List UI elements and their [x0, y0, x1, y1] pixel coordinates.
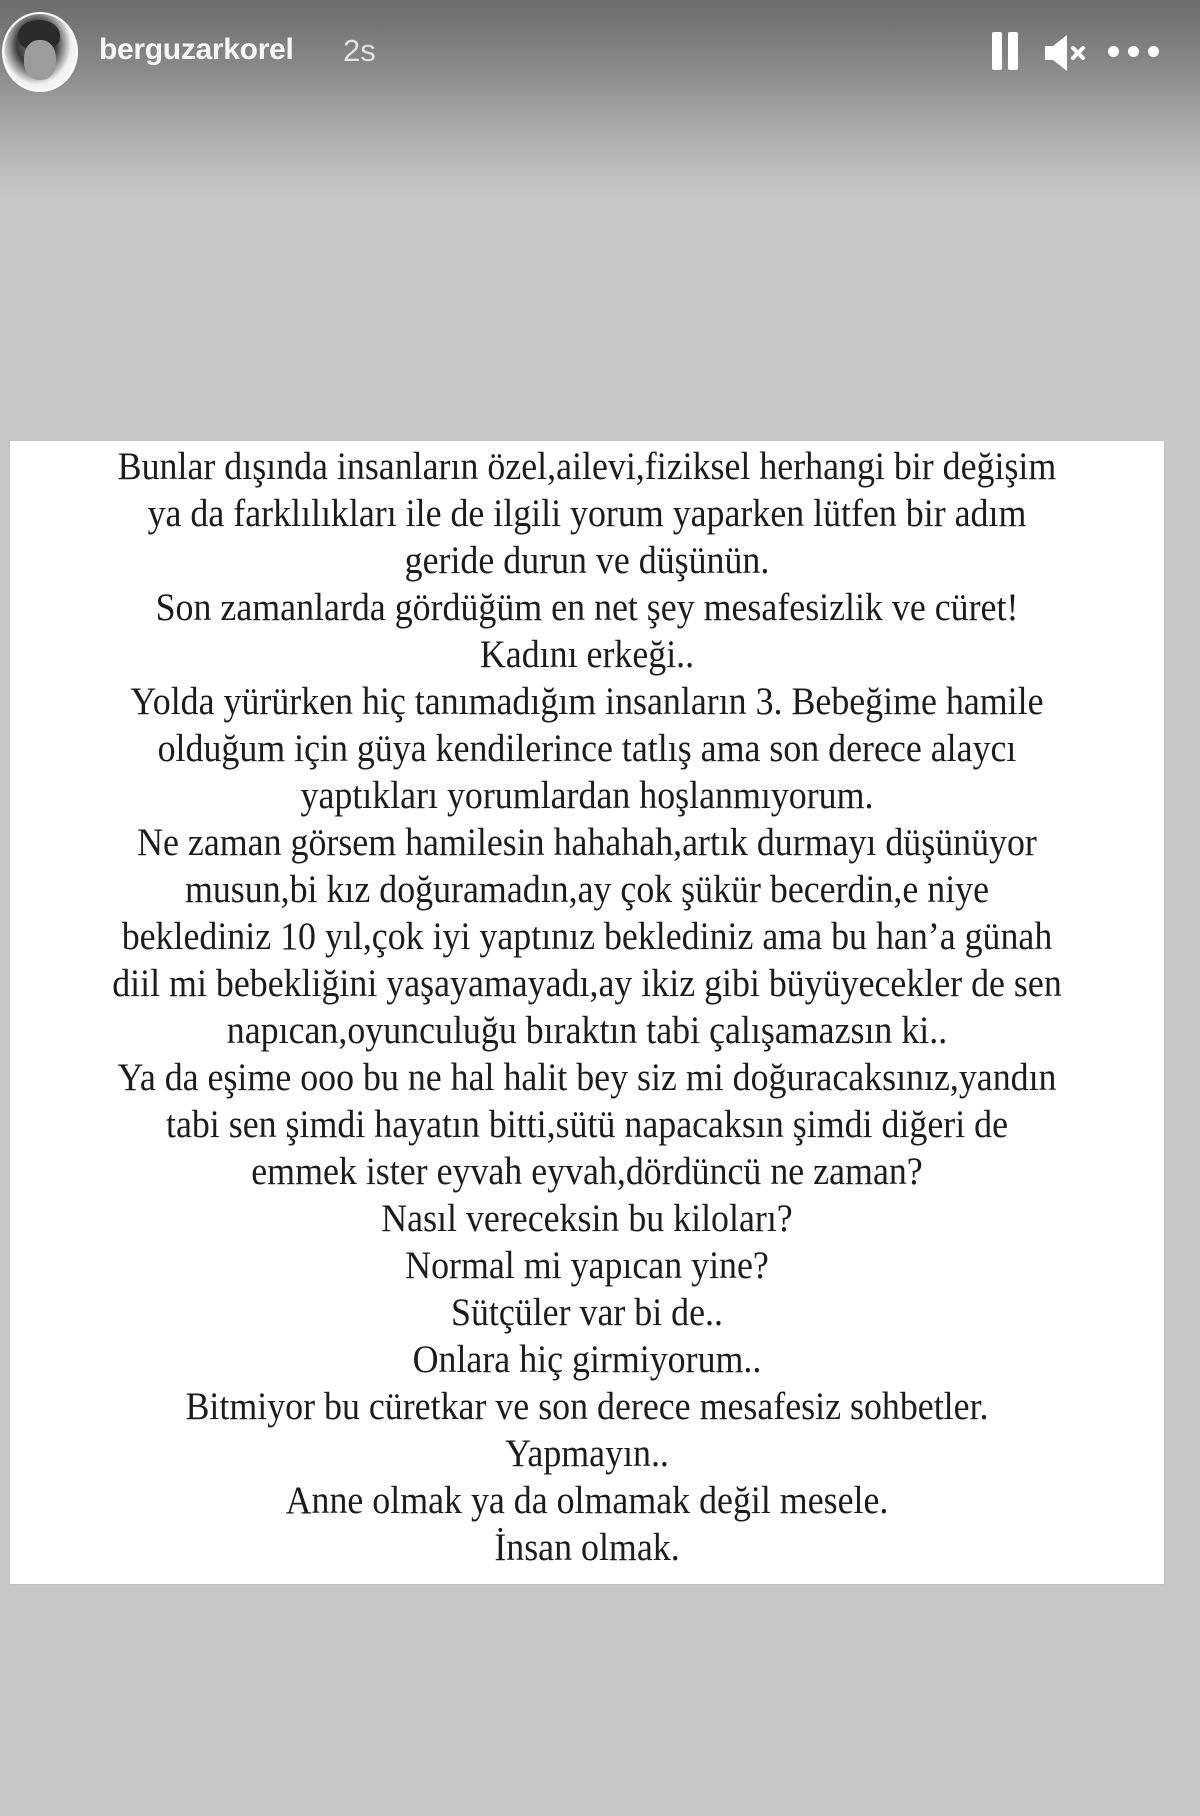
mute-button[interactable] [1043, 33, 1089, 73]
text-line: yaptıkları yorumlardan hoşlanmıyorum. [300, 774, 874, 817]
text-line: diil mi bebekliğini yaşayamayadı,ay ikiz gibi büyüyecekler de sen [112, 962, 1062, 1005]
story-text-card [10, 441, 1164, 1584]
text-line: Onlara hiç girmiyorum.. [412, 1338, 762, 1381]
more-horizontal-icon [1128, 46, 1139, 57]
avatar-face [24, 40, 56, 80]
text-line: Ne zaman görsem hamilesin hahahah,artık durmayı düşünüyor [137, 821, 1037, 864]
more-horizontal-icon [1148, 46, 1159, 57]
pause-icon [992, 32, 1002, 70]
text-line: Normal mi yapıcan yine? [405, 1244, 769, 1287]
pause-icon [1008, 32, 1018, 70]
more-options-button[interactable] [1106, 42, 1162, 62]
text-line: napıcan,oyunculuğu bıraktın tabi çalışamazsın ki.. [226, 1009, 948, 1052]
text-line: Ya da eşime ooo bu ne hal halit bey siz mi doğuracaksınız,yandın [117, 1056, 1057, 1099]
text-line: olduğum için güya kendilerince tatlış ama son derece alaycı [157, 727, 1017, 770]
text-line: Son zamanlarda gördüğüm en net şey mesafesizlik ve cüret! [155, 586, 1019, 629]
timestamp: 2s [343, 33, 376, 68]
text-line: musun,bi kız doğuramadın,ay çok şükür becerdin,e niye [184, 868, 990, 911]
text-line: Anne olmak ya da olmamak değil mesele. [285, 1479, 889, 1522]
text-line: İnsan olmak. [494, 1526, 680, 1569]
text-line: Yapmayın.. [505, 1432, 669, 1475]
text-line: tabi sen şimdi hayatın bitti,sütü napacaksın şimdi diğeri de [165, 1103, 1009, 1146]
text-line: Bunlar dışında insanların özel,ailevi,fiziksel herhangi bir değişim [117, 445, 1057, 488]
pause-button[interactable] [990, 32, 1020, 72]
text-line: Bitmiyor bu cüretkar ve son derece mesafesiz sohbetler. [185, 1385, 989, 1428]
text-line: Yolda yürürken hiç tanımadığım insanların 3. Bebeğime hamile [130, 680, 1044, 723]
story-text [10, 443, 1164, 1571]
speaker-muted-icon [1043, 33, 1089, 73]
more-horizontal-icon [1108, 46, 1119, 57]
text-line: ya da farklılıkları ile de ilgili yorum yaparken lütfen bir adım [147, 492, 1027, 535]
story-header [0, 0, 1200, 110]
text-line: geride durun ve düşünün. [404, 539, 770, 582]
text-line: beklediniz 10 yıl,çok iyi yaptınız beklediniz ama bu han’a günah [121, 915, 1053, 958]
text-line: Sütçüler var bi de.. [450, 1291, 724, 1334]
text-line: Kadını erkeği.. [479, 633, 695, 676]
avatar[interactable] [2, 12, 78, 92]
text-line: Nasıl vereceksin bu kiloları? [381, 1197, 793, 1240]
username-link[interactable]: berguzarkorel [99, 33, 294, 66]
text-line: emmek ister eyvah eyvah,dördüncü ne zaman? [251, 1150, 923, 1193]
